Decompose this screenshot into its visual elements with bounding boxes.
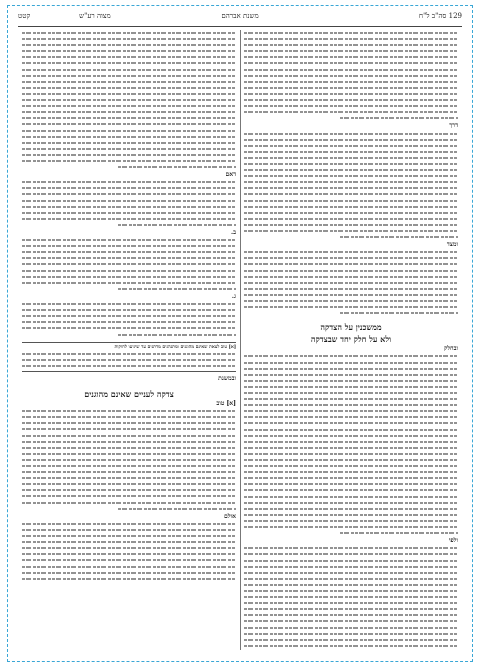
section-subtitle: ולא על חלק יחד שבצדקה	[310, 334, 392, 345]
header-left	[18, 12, 111, 20]
header-folio: קטט	[18, 12, 31, 20]
paragraph	[244, 242, 458, 316]
paragraph	[22, 294, 236, 338]
paragraph-lead-word: דאם	[225, 171, 236, 179]
paragraph	[22, 376, 236, 383]
paragraph	[22, 30, 236, 170]
paragraph-lead-word: ובחלק	[444, 345, 458, 353]
paragraph-lead-word: ג.	[231, 292, 236, 300]
paragraph	[22, 172, 236, 228]
header-book-title: משנת אברהם	[221, 12, 259, 20]
paragraph	[244, 123, 458, 240]
header-rule	[18, 26, 462, 27]
section-title: ממשכנין על הצדקה	[320, 322, 382, 333]
left-column	[22, 30, 236, 650]
paragraph-lead-word: [א] טוב	[216, 400, 236, 408]
highlighted-block	[22, 342, 236, 372]
header-mitzvah: מצוה רע"ש	[79, 12, 111, 20]
paragraph-lead-word: אולם	[224, 512, 236, 520]
header-page-number: 129 סה"ב ל"ח	[418, 12, 462, 20]
paragraph-lead-word: ובמשנת	[218, 374, 236, 382]
paragraph	[244, 346, 458, 536]
paragraph-lead-word: ב.	[231, 229, 236, 236]
right-column	[244, 30, 458, 650]
paragraph	[244, 538, 458, 650]
paragraph	[244, 30, 458, 121]
paragraph-lead-word: ולפי	[448, 537, 458, 545]
paragraph	[22, 514, 236, 582]
highlighted-line: [א] טוב לצאת שאינם מהוגנים ומתנהגים מדתנים עד שיגיעו לחוקות	[114, 344, 236, 350]
running-header	[18, 12, 462, 26]
paragraph	[22, 230, 236, 292]
section-title: צדקה לעניים שאינם מהוגנים	[84, 389, 174, 400]
paragraph	[22, 401, 236, 512]
paragraph-lead-word: דרך	[449, 122, 458, 130]
paragraph-lead-word: ומצד	[446, 241, 458, 249]
column-divider	[240, 30, 241, 650]
